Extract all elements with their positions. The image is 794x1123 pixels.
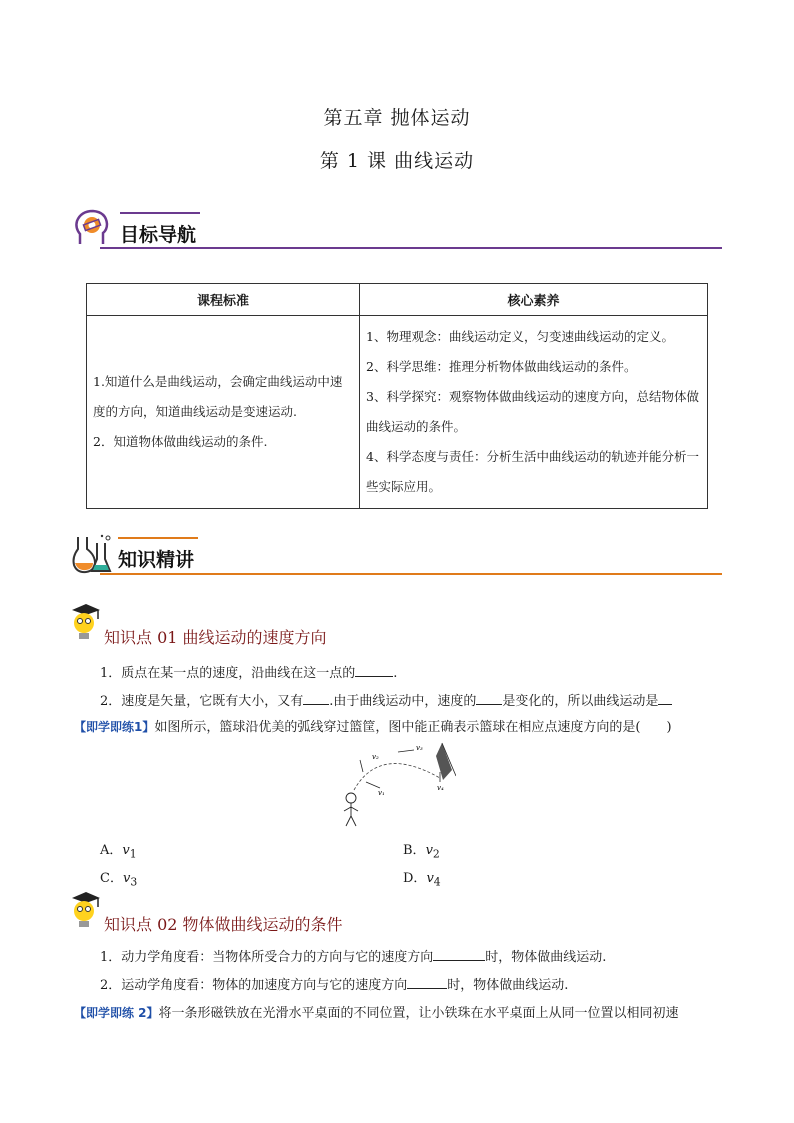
section-deco-line bbox=[118, 537, 198, 539]
answer-blank[interactable] bbox=[303, 692, 329, 705]
answer-blank[interactable] bbox=[476, 692, 502, 705]
competency-item: 4、科学态度与责任：分析生活中曲线运动的轨迹并能分析一些实际应用。 bbox=[366, 449, 699, 494]
competency-item: 1、物理观念：曲线运动定义，匀变速曲线运动的定义。 bbox=[366, 329, 674, 344]
practice-tag: 【即学即练1】 bbox=[74, 720, 155, 734]
table-header-standards: 课程标准 bbox=[87, 284, 360, 316]
section-deco-line bbox=[120, 212, 200, 214]
head-gear-icon bbox=[72, 208, 112, 248]
section-rule-knowledge bbox=[100, 573, 722, 575]
answer-blank[interactable] bbox=[407, 976, 447, 989]
option-c[interactable]: C．$v_3$ bbox=[100, 871, 138, 889]
kp2-line2: 2．运动学角度看：物体的加速度方向与它的速度方向 时，物体做曲线运动. bbox=[100, 978, 569, 993]
answer-blank[interactable] bbox=[658, 692, 672, 705]
section-title-goals: 目标导航 bbox=[120, 224, 197, 246]
lesson-title: 第 1 课 曲线运动 bbox=[319, 150, 475, 172]
chapter-title: 第五章 抛体运动 bbox=[323, 107, 471, 129]
kp1-title: 知识点 01 曲线运动的速度方向 bbox=[104, 628, 327, 647]
answer-blank[interactable] bbox=[433, 948, 485, 961]
kp1-line2: 2．速度是矢量，它既有大小，又有 .由于曲线运动中，速度的 是变化的，所以曲线运动是 bbox=[100, 690, 672, 709]
kp1-line1: 1．质点在某一点的速度，沿曲线在这一点的 . bbox=[100, 666, 398, 681]
option-b[interactable]: B．$v_2$ bbox=[403, 843, 440, 861]
answer-blank[interactable] bbox=[355, 664, 393, 677]
figure-label-v2: v₂ bbox=[372, 753, 379, 761]
kp2-title: 知识点 02 物体做曲线运动的条件 bbox=[104, 915, 343, 934]
practice2: 【即学即练 2】将一条形磁铁放在光滑水平桌面的不同位置，让小铁珠在水平桌面上从同一位置以相同初速 bbox=[74, 1006, 679, 1021]
scholar-bulb-icon bbox=[68, 890, 102, 930]
figure-label-v1: v₁ bbox=[378, 789, 385, 797]
section-title-knowledge: 知识精讲 bbox=[118, 549, 195, 571]
scholar-bulb-icon bbox=[68, 602, 102, 642]
standards-table bbox=[86, 283, 708, 509]
option-d[interactable]: D．$v_4$ bbox=[403, 871, 441, 889]
section-rule-goals bbox=[100, 247, 722, 249]
standard-item: 1.知道什么是曲线运动，会确定曲线运动中速度的方向，知道曲线运动是变速运动. bbox=[93, 374, 343, 419]
figure-label-v4: v₄ bbox=[437, 784, 444, 792]
standard-item: 2．知道物体做曲线运动的条件. bbox=[93, 434, 268, 449]
kp2-line1: 1．动力学角度看：当物体所受合力的方向与它的速度方向 时，物体做曲线运动. bbox=[100, 950, 607, 965]
practice1: 【即学即练1】如图所示，篮球沿优美的弧线穿过篮筐，图中能正确表示篮球在相应点速度方向的是( ) bbox=[74, 720, 672, 735]
figure-label-v3: v₃ bbox=[416, 744, 423, 752]
practice-tag: 【即学即练 2】 bbox=[74, 1006, 159, 1020]
table-header-competencies: 核心素养 bbox=[360, 284, 708, 316]
competency-item: 3、科学探究：观察物体做曲线运动的速度方向，总结物体做曲线运动的条件。 bbox=[366, 389, 699, 434]
basketball-figure bbox=[336, 738, 456, 830]
option-a[interactable]: A．$v_1$ bbox=[100, 843, 137, 861]
lab-flask-icon bbox=[70, 533, 114, 575]
competency-item: 2、科学思维：推理分析物体做曲线运动的条件。 bbox=[366, 359, 637, 374]
